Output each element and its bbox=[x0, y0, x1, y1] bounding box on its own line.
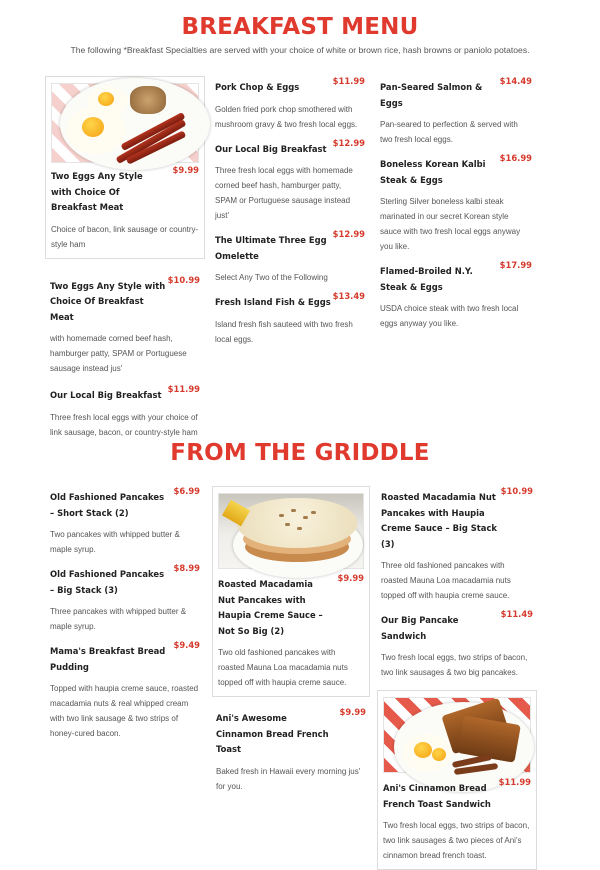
item-name: Flamed-Broiled N.Y. Steak & Eggs bbox=[380, 266, 473, 292]
item-price: $11.49 bbox=[500, 609, 533, 619]
menu-item[interactable] bbox=[377, 486, 537, 603]
item-name: Fresh Island Fish & Eggs bbox=[215, 297, 331, 307]
item-price: $10.99 bbox=[167, 274, 200, 285]
item-description: Golden fried pork chop smothered with mushroom gravy & two fresh local eggs. bbox=[215, 104, 358, 129]
menu-item-card[interactable] bbox=[45, 76, 205, 259]
item-name: Our Local Big Breakfast bbox=[215, 143, 327, 154]
eggs-bacon-photo bbox=[51, 83, 199, 163]
menu-item[interactable] bbox=[377, 609, 537, 680]
item-description: Two fresh local eggs, two strips of bacon, two link sausages & two big pancakes. bbox=[381, 653, 528, 677]
item-price: $9.49 bbox=[173, 640, 200, 650]
item-description: Baked fresh in Hawaii every morning jus' for you. bbox=[216, 766, 361, 791]
item-name: Ani's Cinnamon Bread French Toast Sandwich bbox=[383, 783, 491, 809]
item-description: Choice of bacon, link sausage or country-style ham bbox=[51, 224, 199, 249]
item-description: Three fresh local eggs with homemade corned beef hash, hamburger patty, SPAM or Portuguese sausage instead just' bbox=[215, 166, 353, 220]
item-price: $16.99 bbox=[499, 153, 532, 163]
item-name: Mama's Breakfast Bread Pudding bbox=[50, 646, 166, 672]
item-name: Ani's Awesome Cinnamon Bread French Toast bbox=[216, 713, 329, 754]
griddle-column-1 bbox=[50, 486, 200, 741]
griddle-column-2 bbox=[212, 486, 370, 794]
item-description: Two old fashioned pancakes with roasted Mauna Loa macadamia nuts topped off with haupia creme sauce. bbox=[218, 648, 348, 687]
menu-item[interactable] bbox=[215, 291, 365, 347]
item-price: $9.99 bbox=[339, 707, 366, 717]
menu-item-card[interactable] bbox=[377, 690, 537, 870]
item-price: $11.99 bbox=[332, 76, 365, 86]
item-name: Old Fashioned Pancakes – Short Stack (2) bbox=[50, 492, 165, 518]
menu-item[interactable] bbox=[215, 76, 365, 132]
item-name: Two Eggs Any Style with Choice Of Breakfast Meat bbox=[50, 280, 166, 322]
breakfast-column-3 bbox=[380, 76, 532, 331]
item-price: $17.99 bbox=[499, 260, 532, 270]
item-price: $13.49 bbox=[332, 291, 365, 301]
menu-item[interactable] bbox=[50, 486, 200, 557]
menu-item[interactable] bbox=[215, 137, 365, 224]
menu-item[interactable] bbox=[380, 76, 532, 147]
item-name: Pan-Seared Salmon & Eggs bbox=[380, 82, 483, 108]
item-description: Topped with haupia creme sauce, roasted macadamia nuts & real whipped cream with two link sausage & two strips of honey-cured bacon. bbox=[50, 684, 199, 738]
item-description: USDA choice steak with two fresh local eggs anyway you like. bbox=[380, 304, 519, 328]
item-price: $10.99 bbox=[500, 486, 533, 496]
item-price: $11.99 bbox=[167, 384, 200, 394]
breakfast-column-2 bbox=[215, 76, 365, 347]
item-price: $6.99 bbox=[173, 486, 200, 496]
item-name: The Ultimate Three Egg Omelette bbox=[215, 235, 327, 261]
french-toast-photo bbox=[383, 697, 531, 773]
item-description: Three old fashioned pancakes with roasted Mauna Loa macadamia nuts topped off with haupia creme sauce. bbox=[381, 561, 511, 600]
item-price: $12.99 bbox=[332, 229, 365, 239]
item-description: Island fresh fish sauteed with two fresh local eggs. bbox=[215, 319, 353, 344]
menu-item-card[interactable] bbox=[212, 486, 370, 697]
breakfast-subtitle: The following *Breakfast Specialties are served with your choice of white or brown rice, hash browns or paniolo potatoes. bbox=[70, 45, 530, 55]
item-price: $14.49 bbox=[499, 76, 532, 86]
pancake-photo bbox=[218, 493, 364, 569]
breakfast-menu-title: BREAKFAST MENU bbox=[181, 14, 419, 40]
menu-item[interactable] bbox=[45, 384, 205, 440]
item-description: Two fresh local eggs, two strips of bacon, two link sausages & two pieces of Ani's cinnamon bread french toast. bbox=[383, 821, 530, 860]
item-price: $9.99 bbox=[172, 165, 199, 175]
item-name: Roasted Macadamia Nut Pancakes with Haupia Creme Sauce – Big Stack (3) bbox=[381, 492, 497, 549]
menu-item[interactable] bbox=[380, 260, 532, 331]
menu-item[interactable] bbox=[45, 274, 205, 377]
breakfast-column-1 bbox=[45, 76, 205, 440]
item-description: Three pancakes with whipped butter & maple syrup. bbox=[50, 607, 187, 631]
menu-item[interactable] bbox=[50, 640, 200, 741]
item-name: Roasted Macadamia Nut Pancakes with Haupia Creme Sauce – Not So Big (2) bbox=[218, 579, 323, 636]
griddle-title: FROM THE GRIDDLE bbox=[170, 440, 430, 466]
menu-item[interactable] bbox=[215, 229, 365, 285]
item-description: Sterling Silver boneless kalbi steak marinated in our secret Korean style sauce with two fresh local eggs anyway you like. bbox=[380, 197, 521, 251]
menu-item[interactable] bbox=[50, 563, 200, 634]
item-name: Old Fashioned Pancakes – Big Stack (3) bbox=[50, 569, 165, 595]
item-price: $12.99 bbox=[332, 137, 365, 148]
item-name: Pork Chop & Eggs bbox=[215, 82, 300, 92]
menu-item[interactable] bbox=[212, 707, 370, 794]
item-name: Boneless Korean Kalbi Steak & Eggs bbox=[380, 159, 486, 185]
griddle-column-3 bbox=[377, 486, 537, 870]
item-description: Select Any Two of the Following bbox=[215, 273, 328, 282]
item-description: Two pancakes with whipped butter & maple syrup. bbox=[50, 530, 180, 554]
item-description: with homemade corned beef hash, hamburger patty, SPAM or Portuguese sausage instead jus' bbox=[50, 334, 187, 373]
item-name: Our Big Pancake Sandwich bbox=[381, 615, 459, 641]
item-name: Two Eggs Any Style with Choice Of Breakfast Meat bbox=[51, 171, 143, 212]
item-description: Three fresh local eggs with your choice of link sausage, bacon, or country-style ham bbox=[50, 412, 198, 437]
item-price: $9.99 bbox=[337, 573, 364, 583]
menu-item[interactable] bbox=[380, 153, 532, 254]
item-price: $11.99 bbox=[498, 777, 531, 787]
item-description: Pan-seared to perfection & served with two fresh local eggs. bbox=[380, 120, 518, 144]
item-name: Our Local Big Breakfast bbox=[50, 390, 162, 400]
item-price: $8.99 bbox=[173, 563, 200, 573]
